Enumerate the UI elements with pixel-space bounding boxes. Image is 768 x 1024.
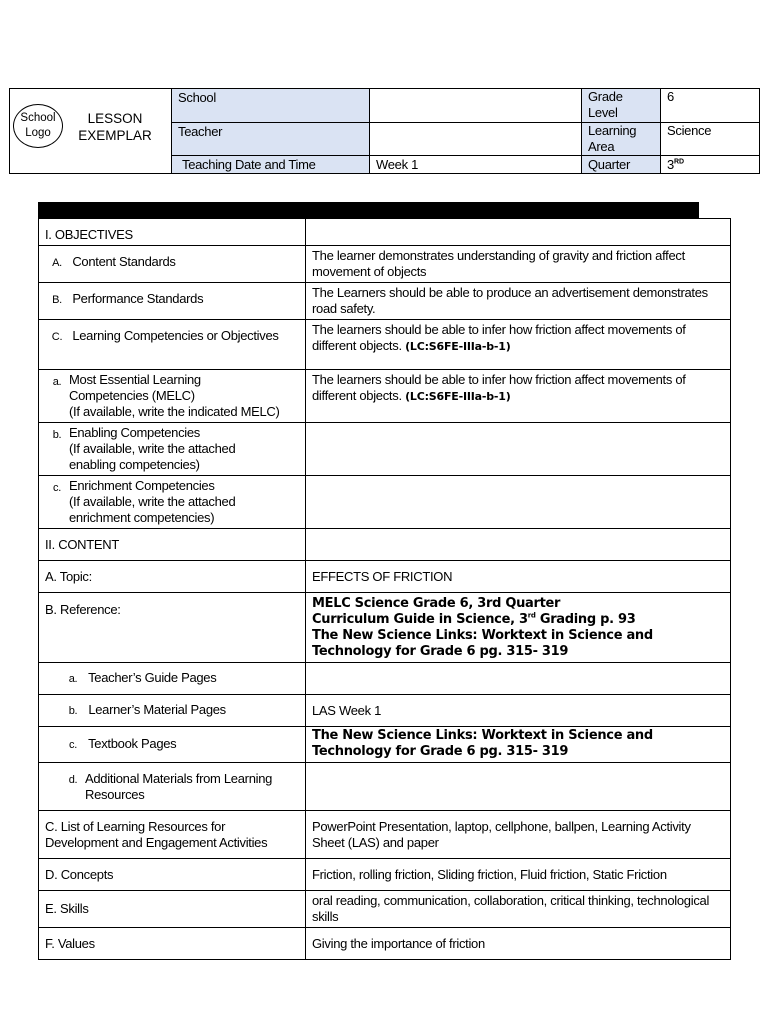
quarter-label: Quarter — [588, 157, 630, 172]
date-value-cell — [369, 155, 581, 173]
learners-material-value-cell — [306, 695, 731, 727]
logo-text-2: Logo — [25, 127, 51, 139]
content-heading-value — [306, 529, 731, 561]
enrichment-note-1: (If available, write the attached — [69, 494, 236, 509]
area-label-1: Learning — [588, 123, 637, 138]
title-line-1: LESSON — [87, 111, 143, 126]
additional-materials-label-1: Additional Materials from Learning — [85, 770, 273, 786]
values-value-cell — [306, 928, 731, 960]
performance-standards-label-cell — [39, 283, 306, 320]
grade-label-1: Grade — [588, 89, 623, 104]
item-number: b. — [68, 705, 78, 717]
competencies-row — [39, 320, 731, 370]
values-label-cell — [39, 928, 306, 960]
values-value: Giving the importance of friction — [312, 935, 485, 951]
quarter-value-cell — [660, 155, 759, 173]
performance-standards-row — [39, 283, 731, 320]
teacher-value-cell[interactable] — [369, 122, 581, 156]
learners-material-label-cell — [39, 695, 306, 727]
logo-text-1: School — [20, 112, 56, 124]
teachers-guide-row — [39, 663, 731, 695]
skills-label: E. Skills — [45, 901, 89, 916]
skills-value: oral reading, communication, collaboration, critical thinking, technological skills — [306, 891, 731, 928]
topic-row — [39, 561, 731, 593]
enabling-value — [306, 423, 731, 476]
melc-code: (LC:S6FE-IIIa-b-1) — [405, 390, 511, 403]
item-number: a. — [52, 376, 62, 388]
learning-resources-label-1: C. List of Learning Resources for — [45, 819, 226, 834]
enabling-note-2: enabling competencies) — [69, 457, 200, 472]
concepts-row — [39, 859, 731, 891]
enabling-label: Enabling Competencies — [69, 425, 201, 440]
school-label: School — [178, 90, 216, 105]
melc-label-2: Competencies (MELC) — [69, 388, 195, 403]
item-number: b. — [52, 429, 62, 441]
competencies-code: (LC:S6FE-IIIa-b-1) — [405, 340, 511, 353]
reference-line-2 — [312, 612, 724, 628]
learning-resources-row — [39, 811, 731, 859]
grade-value: 6 — [667, 89, 674, 104]
reference-line-2-sup: rd — [527, 611, 536, 620]
competencies-value-cell — [306, 320, 731, 370]
learners-material-label: Learner’s Material Pages — [88, 702, 226, 717]
melc-note: (If available, write the indicated MELC) — [69, 404, 280, 419]
area-value-cell — [660, 122, 759, 156]
performance-standards-label: Performance Standards — [72, 291, 204, 306]
textbook-label-cell — [39, 727, 306, 763]
school-label-cell — [171, 89, 369, 123]
textbook-row — [39, 727, 731, 763]
black-header-bar — [38, 202, 699, 218]
learning-resources-value: PowerPoint Presentation, laptop, cellphone, ballpen, Learning Activity Sheet (LAS) and paper — [306, 811, 731, 859]
concepts-label-cell — [39, 859, 306, 891]
date-label: Teaching Date and Time — [182, 157, 316, 172]
quarter-value: 3 — [667, 157, 674, 172]
topic-label-cell — [39, 561, 306, 593]
additional-materials-value — [306, 763, 731, 811]
reference-label-cell — [39, 593, 306, 663]
skills-label-cell — [39, 891, 306, 928]
topic-label: A. Topic: — [45, 568, 92, 584]
content-standards-value: The learner demonstrates understanding of gravity and friction affect movement of objects — [306, 246, 731, 283]
topic-value-cell — [306, 561, 731, 593]
reference-row — [39, 593, 731, 663]
enabling-note-1: (If available, write the attached — [69, 441, 236, 456]
quarter-label-cell — [581, 155, 660, 173]
content-heading-row — [39, 529, 731, 561]
concepts-value-cell — [306, 859, 731, 891]
melc-label-1: Most Essential Learning — [69, 372, 201, 387]
content-standards-row — [39, 246, 731, 283]
item-number: d. — [68, 773, 78, 786]
concepts-label: D. Concepts — [45, 866, 114, 882]
skills-row — [39, 891, 731, 928]
values-row — [39, 928, 731, 960]
competencies-label-cell — [39, 320, 306, 370]
teachers-guide-label-cell — [39, 663, 306, 695]
enrichment-note-2: enrichment competencies) — [69, 510, 215, 525]
reference-line-3: The New Science Links: Worktext in Science and Technology for Grade 6 pg. 315- 319 — [312, 628, 653, 659]
enabling-label-cell — [39, 423, 306, 476]
topic-value: EFFECTS OF FRICTION — [312, 568, 453, 584]
melc-label-cell — [39, 370, 306, 423]
melc-value-cell — [306, 370, 731, 423]
school-logo — [13, 104, 63, 148]
competencies-label: Learning Competencies or Objectives — [72, 328, 279, 343]
date-value: Week 1 — [376, 157, 419, 172]
learning-resources-label-cell — [39, 811, 306, 859]
quarter-sup: RD — [673, 158, 685, 166]
enrichment-label: Enrichment Competencies — [69, 478, 215, 493]
content-standards-label: Content Standards — [72, 254, 176, 269]
grade-label-2: Level — [588, 105, 618, 120]
lesson-exemplar-title — [70, 110, 160, 144]
enabling-row — [39, 423, 731, 476]
objectives-heading-cell — [39, 219, 306, 246]
reference-line-2b: Grading p. 93 — [535, 612, 636, 627]
lesson-table — [38, 218, 731, 960]
area-value: Science — [667, 123, 712, 138]
additional-materials-label-cell — [39, 763, 306, 811]
item-number: B. — [52, 294, 62, 306]
reference-label: B. Reference: — [45, 602, 121, 617]
teacher-label-cell — [171, 122, 369, 156]
enrichment-value — [306, 476, 731, 529]
learners-material-value: LAS Week 1 — [312, 702, 382, 718]
grade-label-cell — [581, 89, 660, 123]
item-number: c. — [69, 739, 77, 751]
content-standards-label-cell — [39, 246, 306, 283]
teacher-label: Teacher — [178, 124, 223, 139]
additional-materials-row — [39, 763, 731, 811]
teachers-guide-label: Teacher’s Guide Pages — [88, 670, 217, 685]
objectives-heading-row — [39, 219, 731, 246]
reference-line-1: MELC Science Grade 6, 3rd Quarter — [312, 596, 561, 611]
item-number: c. — [53, 482, 61, 494]
reference-value-cell — [306, 593, 731, 663]
competencies-value: The learners should be able to infer how friction affect movements of different objects. — [312, 322, 686, 353]
date-label-cell — [171, 155, 369, 173]
item-number: A. — [52, 257, 62, 269]
objectives-heading: I. OBJECTIVES — [45, 227, 133, 242]
title-line-2: EXEMPLAR — [78, 128, 152, 143]
content-heading: II. CONTENT — [45, 536, 119, 552]
objectives-heading-value — [306, 219, 731, 246]
teachers-guide-value — [306, 663, 731, 695]
area-label-2: Area — [588, 139, 615, 154]
learners-material-row — [39, 695, 731, 727]
learning-resources-label-2: Development and Engagement Activities — [45, 835, 268, 850]
melc-value: The learners should be able to infer how friction affect movements of different objects. — [312, 372, 686, 403]
reference-line-2a: Curriculum Guide in Science, 3 — [312, 612, 528, 627]
additional-materials-label-2: Resources — [85, 786, 145, 802]
area-label-cell — [581, 122, 660, 156]
textbook-label: Textbook Pages — [88, 736, 177, 751]
school-value-cell[interactable] — [369, 89, 581, 123]
grade-value-cell — [660, 89, 759, 123]
item-number: a. — [68, 673, 78, 685]
enrichment-label-cell — [39, 476, 306, 529]
content-heading-cell — [39, 529, 306, 561]
textbook-value: The New Science Links: Worktext in Science and Technology for Grade 6 pg. 315- 319 — [306, 727, 731, 763]
melc-row — [39, 370, 731, 423]
enrichment-row — [39, 476, 731, 529]
concepts-value: Friction, rolling friction, Sliding friction, Fluid friction, Static Friction — [312, 866, 667, 882]
values-label: F. Values — [45, 935, 95, 951]
performance-standards-value: The Learners should be able to produce an advertisement demonstrates road safety. — [306, 283, 731, 320]
item-number: C. — [51, 331, 63, 343]
